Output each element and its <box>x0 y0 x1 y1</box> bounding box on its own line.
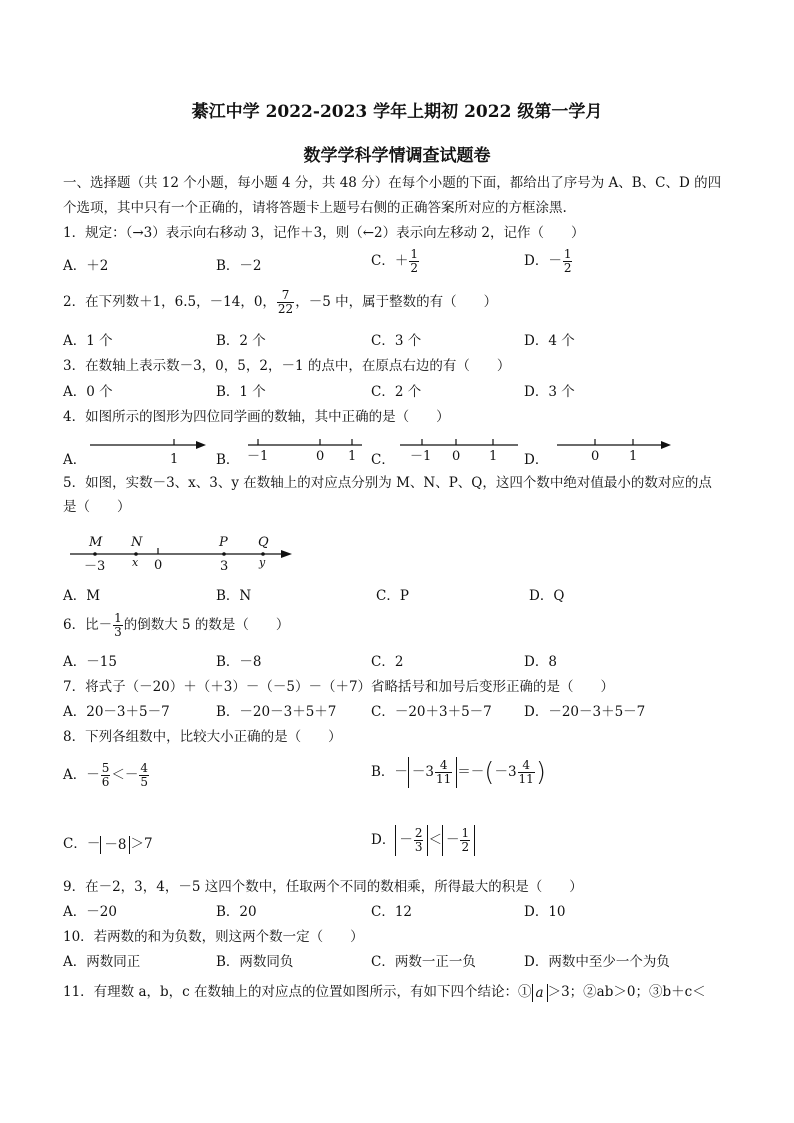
exam-title-line2: 数学学科学情调查试题卷 <box>303 146 491 166</box>
q2-option-d[interactable]: D．4 个 <box>524 333 575 349</box>
q10-stem: 10．若两数的和为负数，则这两个数一定（ ） <box>63 929 364 945</box>
q3-option-b[interactable]: B．1 个 <box>216 384 266 400</box>
q4-axis-b <box>248 436 368 466</box>
q7-stem: 7．将式子（－20）＋（＋3）－（－5）－（＋7）省略括号和加号后变形正确的是（ ） <box>63 679 615 695</box>
frac-denominator: 2 <box>461 840 470 854</box>
frac-denominator: 11 <box>518 772 534 786</box>
q9-option-c[interactable]: C．12 <box>371 904 413 920</box>
q6-option-a[interactable]: A．－15 <box>63 654 117 670</box>
frac-denominator: 2 <box>563 261 572 275</box>
option-label: D． <box>371 832 396 848</box>
q4-axis-a <box>90 436 210 466</box>
q11-stem-post: ＞3；②ab＞0；③b＋c＜ <box>547 984 706 1000</box>
q3-stem: 3．在数轴上表示数－3，0，5，2，－1 的点中，在原点右边的有（ ） <box>63 358 511 374</box>
q7-option-c[interactable]: C．－20＋3＋5－7 <box>371 704 492 720</box>
frac-denominator: 3 <box>114 625 122 639</box>
q8-option-c[interactable] <box>63 835 153 854</box>
q6-option-c[interactable]: C．2 <box>371 654 404 670</box>
q9-option-a[interactable]: A．－20 <box>63 904 117 920</box>
q8-option-b[interactable] <box>371 757 546 788</box>
q8-stem: 8．下列各组数中，比较大小正确的是（ ） <box>63 729 342 745</box>
point-p-dot <box>222 552 226 556</box>
frac-numerator: 5 <box>101 761 110 775</box>
q4-option-b[interactable]: B． <box>216 452 240 468</box>
q1-option-c-fraction <box>409 248 419 275</box>
q8-option-d[interactable] <box>371 825 475 856</box>
axis-label: 1 <box>348 449 357 464</box>
fraction <box>460 827 470 854</box>
exam-title-line1: 綦江中学 2022-2023 学年上期初 2022 级第一学月 <box>191 102 603 122</box>
q3-option-c[interactable]: C．2 个 <box>371 384 422 400</box>
value-label-p: 3 <box>220 559 229 574</box>
q1-option-b[interactable]: B．－2 <box>216 258 262 274</box>
frac-denominator: 3 <box>414 840 423 854</box>
axis-label: 1 <box>170 452 179 467</box>
axis-label: 0 <box>591 449 600 464</box>
fraction <box>435 759 452 786</box>
q4-option-a[interactable]: A． <box>63 452 87 468</box>
q6-stem <box>63 612 289 639</box>
frac-denominator: 22 <box>277 302 294 316</box>
q5-stem-line2: 是（ ） <box>63 499 131 515</box>
frac-numerator: 1 <box>563 247 572 261</box>
q1-option-d-fraction <box>563 248 573 275</box>
less-than-minus: ＜－ <box>111 767 139 783</box>
frac-numerator: 1 <box>461 826 470 840</box>
frac-numerator: 1 <box>114 611 122 625</box>
q9-option-d[interactable]: D．10 <box>524 904 566 920</box>
fraction <box>414 827 424 854</box>
q6-fraction <box>113 612 123 639</box>
value-label-origin: 0 <box>154 558 163 573</box>
q10-option-d[interactable]: D．两数中至少一个为负 <box>524 954 670 970</box>
frac-denominator: 5 <box>140 775 149 789</box>
q8-option-a[interactable] <box>63 762 150 789</box>
frac-numerator: 2 <box>414 826 423 840</box>
frac-denominator: 6 <box>101 775 110 789</box>
absolute-value <box>442 825 475 856</box>
frac-numerator: 7 <box>277 289 294 303</box>
q5-stem-line1: 5．如图，实数－3、x、3、y 在数轴上的对应点分别为 M、N、P、Q，这四个数中绝对值最小的数对应的点 <box>63 475 712 491</box>
minus-sign: － <box>494 764 508 780</box>
q2-stem <box>63 289 497 316</box>
q2-fraction <box>277 289 294 316</box>
option-label: A． <box>63 767 87 783</box>
axis-arrow <box>281 550 292 558</box>
q11-stem-pre: 11．有理数 a，b，c 在数轴上的对应点的位置如图所示，有如下四个结论：① <box>63 984 532 1000</box>
q5-option-c[interactable]: C．P <box>376 588 409 604</box>
point-label-m: M <box>89 535 103 550</box>
value-label-q: y <box>259 556 266 569</box>
axis-arrow <box>196 441 206 449</box>
axis-arrow <box>661 441 671 449</box>
left-paren: ( <box>484 757 495 788</box>
q5-option-a[interactable]: A．M <box>63 588 101 604</box>
minus-sign: － <box>394 764 408 780</box>
q5-option-d[interactable]: D．Q <box>529 588 565 604</box>
q1-option-a[interactable]: A．＋2 <box>63 258 109 274</box>
q5-number-line <box>70 532 300 576</box>
minus-sign: － <box>86 836 101 852</box>
minus-sign: － <box>445 832 460 848</box>
absolute-value <box>100 836 130 854</box>
q1-stem: 1．规定：（→3）表示向右移动 3，记作＋3，则（←2）表示向左移动 2，记作（ ） <box>63 225 585 241</box>
q4-axis-d <box>557 436 677 466</box>
axis-label: －1 <box>410 449 432 464</box>
frac-denominator: 2 <box>410 261 418 275</box>
section-intro-line1: 一、选择题（共 12 个小题，每小题 4 分，共 48 分）在每个小题的下面，都给出了序号为 A、B、C、D 的四 <box>63 175 722 191</box>
mixed-int: 3 <box>425 764 435 780</box>
q2-option-c[interactable]: C．3 个 <box>371 333 422 349</box>
rhs-value: 7 <box>143 836 153 852</box>
absolute-value <box>395 825 428 856</box>
q1-option-d-prefix: D．－ <box>524 253 562 269</box>
option-label: C． <box>63 836 87 852</box>
q5-option-b[interactable]: B．N <box>216 588 252 604</box>
minus-sign: － <box>411 764 426 780</box>
q3-option-d[interactable]: D．3 个 <box>524 384 575 400</box>
q6-stem-post: 的倒数大 5 的数是（ ） <box>123 617 290 633</box>
absolute-value <box>408 757 457 788</box>
frac-denominator: 11 <box>436 772 452 786</box>
right-paren: ) <box>535 757 546 788</box>
q2-option-b[interactable]: B．2 个 <box>216 333 266 349</box>
q7-option-b[interactable]: B．－20－3＋5＋7 <box>216 704 337 720</box>
abs-value: 8 <box>117 836 127 853</box>
axis-label: 0 <box>316 449 325 464</box>
q4-option-c[interactable]: C． <box>371 452 395 468</box>
greater-than: ＞ <box>130 836 144 852</box>
axis-label: 1 <box>629 449 638 464</box>
q7-option-d[interactable]: D．－20－3＋5－7 <box>524 704 646 720</box>
q11-abs-a: a <box>532 984 548 1002</box>
frac-numerator: 4 <box>435 759 452 773</box>
q11-stem <box>63 983 706 1002</box>
q2-stem-pre: 2．在下列数＋1，6.5，－14，0， <box>63 294 276 310</box>
q1-option-c[interactable] <box>371 248 420 275</box>
q7-option-a[interactable]: A．20－3＋5－7 <box>63 704 170 720</box>
frac-numerator: 4 <box>140 761 149 775</box>
q10-option-a[interactable]: A．两数同正 <box>63 954 141 970</box>
point-label-q: Q <box>258 535 269 550</box>
axis-label: 0 <box>452 449 461 464</box>
equals-minus: ＝－ <box>457 764 485 780</box>
value-label-n: x <box>132 556 139 569</box>
point-label-n: N <box>131 535 143 550</box>
mixed-int: 3 <box>507 764 517 780</box>
q1-option-c-prefix: C．＋ <box>371 253 409 269</box>
fraction <box>518 759 535 786</box>
option-label: B． <box>371 764 395 780</box>
point-label-p: P <box>219 535 228 550</box>
minus-sign: － <box>86 767 100 783</box>
minus-sign: － <box>399 832 413 848</box>
frac-numerator: 4 <box>518 759 535 773</box>
q2-stem-post: ，－5 中，属于整数的有（ ） <box>295 294 498 310</box>
value-label-m: －3 <box>84 559 106 574</box>
minus-sign: － <box>104 836 118 853</box>
q2-option-a[interactable]: A．1 个 <box>63 333 113 349</box>
point-m-dot <box>93 552 97 556</box>
q3-option-a[interactable]: A．0 个 <box>63 384 113 400</box>
q6-stem-pre: 6．比－ <box>63 617 113 633</box>
fraction <box>139 762 149 789</box>
q6-option-b[interactable]: B．－8 <box>216 654 262 670</box>
q4-option-d[interactable]: D． <box>524 452 549 468</box>
q9-option-b[interactable]: B．20 <box>216 904 257 920</box>
axis-label: 1 <box>489 449 498 464</box>
q4-stem: 4．如图所示的图形为四位同学画的数轴，其中正确的是（ ） <box>63 409 450 425</box>
q4-axis-c <box>400 436 525 466</box>
fraction <box>101 762 111 789</box>
axis-label: －1 <box>247 449 269 464</box>
q1-option-d[interactable] <box>524 248 573 275</box>
q10-option-c[interactable]: C．两数一正一负 <box>371 954 476 970</box>
less-than: ＜ <box>428 832 442 848</box>
section-intro-line2: 个选项，其中只有一个正确的，请将答题卡上题号右侧的正确答案所对应的方框涂黑. <box>63 200 567 216</box>
frac-numerator: 1 <box>410 247 418 261</box>
q9-stem: 9．在－2，3，4，－5 这四个数中，任取两个不同的数相乘，所得最大的积是（ ） <box>63 879 583 895</box>
q10-option-b[interactable]: B．两数同负 <box>216 954 294 970</box>
q6-option-d[interactable]: D．8 <box>524 654 557 670</box>
